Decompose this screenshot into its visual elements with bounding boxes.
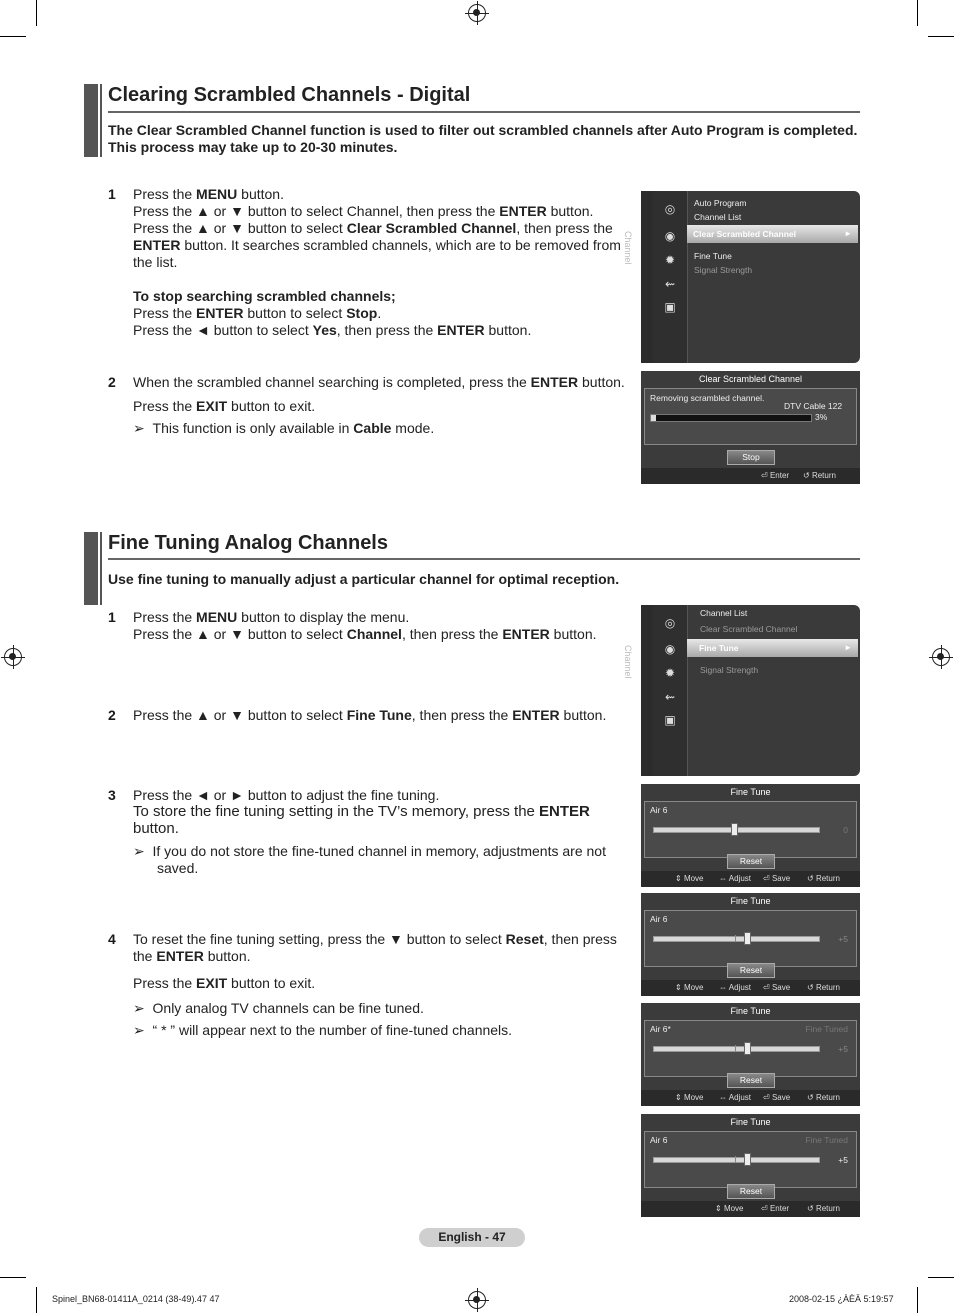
fine-tuned-label: Fine Tuned xyxy=(805,1024,848,1034)
save-icon: ⏎ xyxy=(763,983,770,992)
progress-bar xyxy=(650,414,812,422)
channel-label: Air 6* xyxy=(650,1024,671,1034)
registration-mark-icon xyxy=(468,1291,486,1309)
fine-tuned-label: Fine Tuned xyxy=(805,1135,848,1145)
step-text: To store the fine tuning setting in the TV’s memory, press the ENTER button. xyxy=(133,803,590,837)
menu-side-label: Channel xyxy=(623,645,633,679)
fine-tune-value: +5 xyxy=(838,1155,848,1165)
fine-tune-screen: Fine Tune Air 6 +5 Reset ⇕ Move ⇔ Adjust ⏎ Save ↺ Return xyxy=(641,893,860,996)
section-rule xyxy=(108,558,860,560)
step-text: To reset the fine tuning setting, press the ▼ button to select Reset, then press the ENTER button. xyxy=(133,931,617,964)
return-icon: ↺ xyxy=(807,1093,814,1102)
enter-icon: ⏎ xyxy=(761,1204,768,1213)
reset-button[interactable]: Reset xyxy=(727,1073,775,1088)
application-icon: ▣ xyxy=(664,300,676,314)
enter-icon: ⏎ xyxy=(761,471,768,480)
footer-date: 2008-02-15 ¿ÀÈÄ 5:19:57 xyxy=(789,1294,894,1304)
adjust-icon: ⇔ xyxy=(719,1093,727,1102)
dialog-title: Fine Tune xyxy=(730,896,771,906)
registration-mark-icon xyxy=(468,4,486,22)
crop-mark xyxy=(928,1277,954,1278)
channel-menu-screen xyxy=(623,605,860,776)
menu-item[interactable]: Signal Strength xyxy=(700,665,759,675)
dialog-title: Clear Scrambled Channel xyxy=(698,374,803,384)
input-icon: ⇜ xyxy=(664,690,676,704)
section-bar xyxy=(84,84,98,157)
fine-tune-screen: Fine Tune Air 6* Fine Tuned +5 Reset ⇕ Move ⇔ Adjust ⏎ Save ↺ Return xyxy=(641,1003,860,1106)
section-title: Clearing Scrambled Channels - Digital xyxy=(108,84,471,106)
menu-item[interactable]: Channel List xyxy=(694,212,742,222)
dialog-title: Fine Tune xyxy=(730,1117,771,1127)
return-icon: ↺ xyxy=(803,471,810,480)
move-icon: ⇕ xyxy=(675,1093,682,1102)
arrow-right-icon: ► xyxy=(844,229,852,238)
sound-icon: ◉ xyxy=(664,229,676,243)
note-text: ➢ This function is only available in Cable mode. xyxy=(133,420,435,436)
crop-mark xyxy=(36,1287,37,1313)
step-number: 2 xyxy=(108,374,116,390)
step-number: 3 xyxy=(108,787,116,803)
step-number: 2 xyxy=(108,707,116,723)
application-icon: ▣ xyxy=(664,713,676,727)
adjust-icon: ⇔ xyxy=(719,874,727,883)
step-number: 1 xyxy=(108,186,116,202)
stop-button[interactable]: Stop xyxy=(727,450,775,465)
step-text: Press the EXIT button to exit. xyxy=(133,398,316,414)
note-arrow-icon: ➢ xyxy=(133,1000,145,1016)
menu-item-selected[interactable]: Clear Scrambled Channel ► xyxy=(687,225,858,243)
picture-icon: ◎ xyxy=(664,202,676,216)
fine-tune-value: 0 xyxy=(843,825,848,835)
footer-file-info: Spinel_BN68-01411A_0214 (38-49).47 47 xyxy=(52,1294,220,1304)
setup-gear-icon: ✹ xyxy=(664,666,676,680)
return-icon: ↺ xyxy=(807,1204,814,1213)
menu-item[interactable]: Auto Program xyxy=(694,198,747,208)
fine-tune-screen: Fine Tune Air 6 Fine Tuned +5 Reset ⇕ Move ⏎ Enter ↺ Return xyxy=(641,1114,860,1217)
fine-tune-slider[interactable] xyxy=(653,1046,820,1052)
menu-side-label: Channel xyxy=(623,231,633,265)
step-number: 1 xyxy=(108,609,116,625)
adjust-icon: ⇔ xyxy=(719,983,727,992)
channel-label: Air 6 xyxy=(650,1135,668,1145)
page-number-badge: English - 47 xyxy=(419,1228,525,1247)
menu-item[interactable]: Fine Tune xyxy=(694,251,732,261)
save-icon: ⏎ xyxy=(763,1093,770,1102)
return-icon: ↺ xyxy=(807,874,814,883)
step-text: Press the ◄ or ► button to adjust the fine tuning. xyxy=(133,787,440,803)
fine-tune-value: +5 xyxy=(838,934,848,944)
menu-item[interactable]: Clear Scrambled Channel xyxy=(700,624,798,634)
fine-tune-screen: Fine Tune Air 6 0 Reset ⇕ Move ⇔ Adjust ⏎ Save ↺ Return xyxy=(641,784,860,887)
reset-button[interactable]: Reset xyxy=(727,1184,775,1199)
input-icon: ⇜ xyxy=(664,277,676,291)
menu-item[interactable]: Signal Strength xyxy=(694,265,753,275)
move-icon: ⇕ xyxy=(675,874,682,883)
save-icon: ⏎ xyxy=(763,874,770,883)
slider-handle[interactable] xyxy=(744,1042,751,1055)
registration-mark-icon xyxy=(932,648,950,666)
crop-mark xyxy=(0,1277,26,1278)
step-text: Press the EXIT button to exit. xyxy=(133,975,316,991)
crop-mark xyxy=(928,36,954,37)
progress-percent: 3% xyxy=(815,412,828,422)
reset-button[interactable]: Reset xyxy=(727,854,775,869)
note-text: ➢ Only analog TV channels can be fine tuned. ➢ “ * ” will appear next to the number of fine-tuned channels. xyxy=(133,1000,513,1038)
note-text: ➢ If you do not store the fine-tuned channel in memory, adjustments are not saved. xyxy=(133,843,606,876)
step-number: 4 xyxy=(108,931,116,947)
crop-mark xyxy=(917,0,918,26)
return-icon: ↺ xyxy=(807,983,814,992)
reset-button[interactable]: Reset xyxy=(727,963,775,978)
clear-scrambled-dialog: Clear Scrambled Channel Removing scrambled channel. DTV Cable 122 3% Stop ⏎ Enter ↺ Return xyxy=(641,371,860,484)
move-icon: ⇕ xyxy=(715,1204,722,1213)
note-arrow-icon: ➢ xyxy=(133,420,145,436)
dialog-title: Fine Tune xyxy=(730,1006,771,1016)
section-title: Fine Tuning Analog Channels xyxy=(108,532,388,554)
move-icon: ⇕ xyxy=(675,983,682,992)
fine-tune-value: +5 xyxy=(838,1044,848,1054)
step-text: When the scrambled channel searching is completed, press the ENTER button. xyxy=(133,374,625,390)
step-text: Press the MENU button to display the menu. Press the ▲ or ▼ button to select Channel, then press the ENTER button. xyxy=(133,609,597,642)
arrow-right-icon: ► xyxy=(844,643,852,652)
picture-icon: ◎ xyxy=(664,616,676,630)
menu-item-selected[interactable]: Fine Tune ► xyxy=(687,639,858,657)
section-rule xyxy=(108,111,860,113)
section-bar xyxy=(84,532,98,605)
setup-gear-icon: ✹ xyxy=(664,253,676,267)
dialog-title: Fine Tune xyxy=(730,787,771,797)
menu-item[interactable]: Channel List xyxy=(700,608,748,618)
registration-mark-icon xyxy=(4,648,22,666)
step-text: Press the MENU button. Press the ▲ or ▼ button to select Channel, then press the ENTER button. Press the ▲ or ▼ button to select Clear Scrambled Channel, then press the ENTER button. It searches scrambled channels, which are to be removed from the list. To stop searching scrambled channels; Press the ENTER button to select Stop. Press the ◄ button to select Yes, then press the ENTER button. xyxy=(133,186,621,338)
dialog-channel: DTV Cable 122 xyxy=(784,401,843,411)
channel-label: Air 6 xyxy=(650,805,668,815)
section-intro: The Clear Scrambled Channel function is used to filter out scrambled channels after Auto Program is completed. This process may take up to 20-30 minutes. xyxy=(108,122,858,155)
step-text: Press the ▲ or ▼ button to select Fine Tune, then press the ENTER button. xyxy=(133,707,607,723)
crop-mark xyxy=(917,1287,918,1313)
sound-icon: ◉ xyxy=(664,642,676,656)
slider-handle[interactable] xyxy=(731,823,738,836)
fine-tune-slider[interactable] xyxy=(653,1157,820,1163)
crop-mark xyxy=(0,36,26,37)
channel-label: Air 6 xyxy=(650,914,668,924)
progress-fill xyxy=(651,415,656,421)
slider-handle[interactable] xyxy=(744,1153,751,1166)
note-arrow-icon: ➢ xyxy=(133,1022,145,1038)
dialog-message: Removing scrambled channel. xyxy=(650,393,765,403)
section-intro: Use fine tuning to manually adjust a particular channel for optimal reception. xyxy=(108,571,620,587)
channel-menu-screen xyxy=(623,191,860,363)
fine-tune-slider[interactable] xyxy=(653,936,820,942)
slider-handle[interactable] xyxy=(744,932,751,945)
crop-mark xyxy=(36,0,37,26)
note-arrow-icon: ➢ xyxy=(133,843,145,859)
